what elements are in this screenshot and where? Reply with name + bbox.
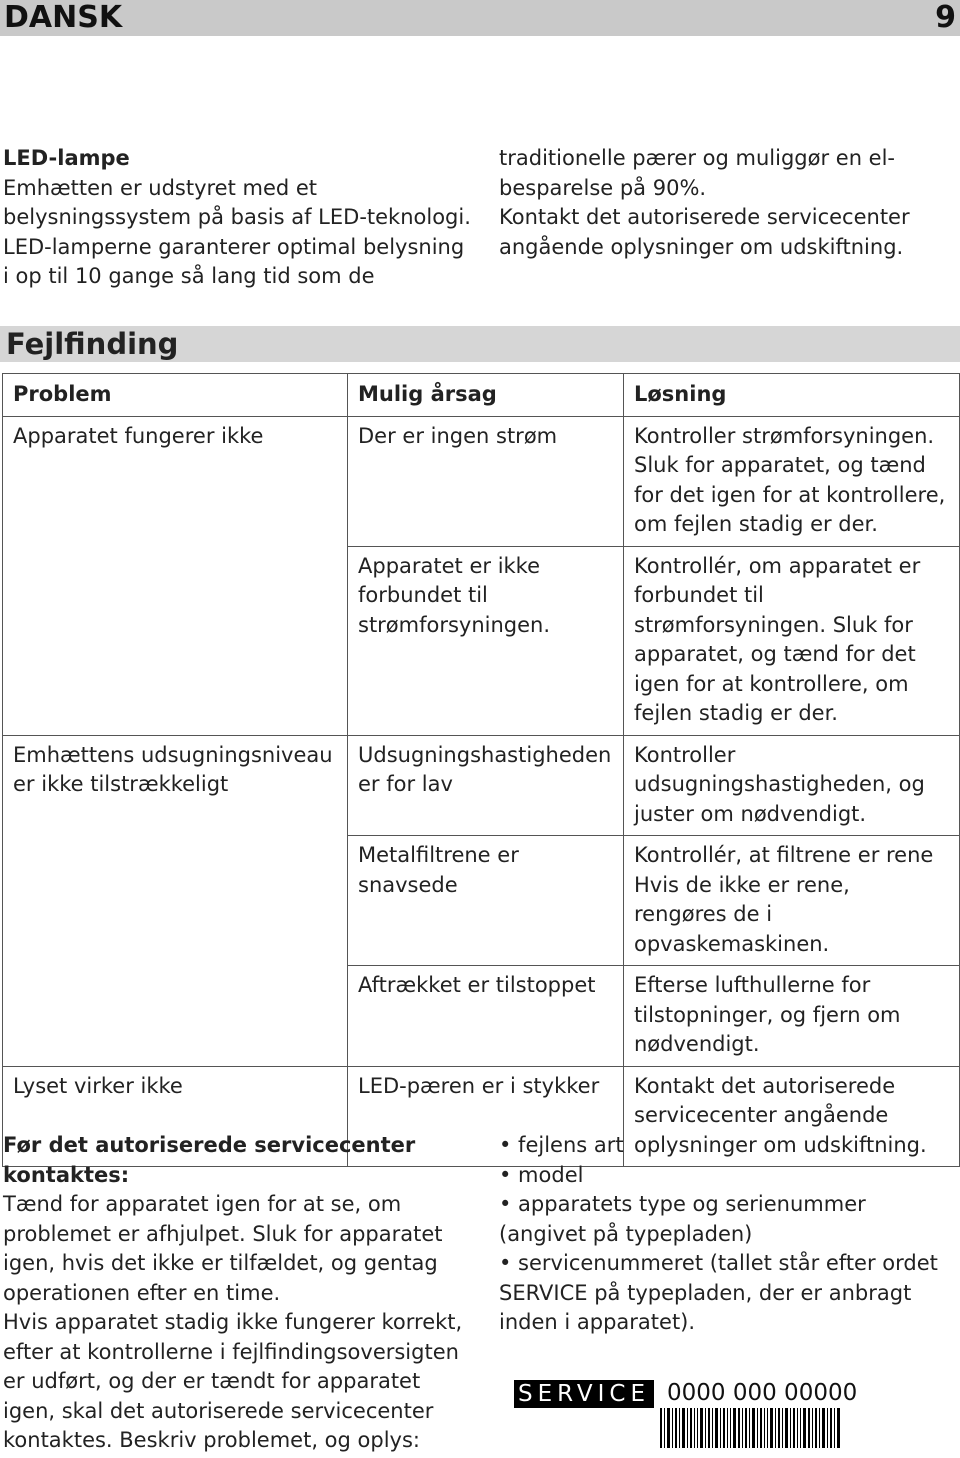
led-section-right <box>499 144 939 262</box>
contact-paragraph: Hvis apparatet stadig ikke fungerer korrekt, efter at kontrollerne i fejlfindingsoversigten er udført, og der er tændt for apparatet igen, skal det autoriserede servicecenter kontaktes. Beskriv problemet, og oplys: <box>3 1310 463 1452</box>
troubleshooting-title: Fejlfinding <box>6 327 179 361</box>
cause-cell: Der er ingen strøm <box>348 416 624 546</box>
led-line: LED-lamperne garanterer optimal belysning <box>3 234 465 259</box>
cause-cell: Udsugningshastigheden er for lav <box>348 735 624 836</box>
solution-cell: Kontrollér, at filtrene er rene Hvis de ikke er rene, rengøres de i opvaskemaskinen. <box>624 836 960 966</box>
table-row <box>3 735 960 836</box>
list-item: • fejlens art <box>499 1133 624 1157</box>
list-item: • apparatets type og serienummer (angivet på typepladen) <box>499 1192 866 1246</box>
section-bar-troubleshooting <box>0 326 960 362</box>
solution-cell: Kontakt det autoriserede servicecenter angående oplysninger om udskiftning. <box>624 1066 960 1167</box>
led-line: besparelse på 90%. <box>499 175 707 200</box>
contact-paragraph: Tænd for apparatet igen for at se, om problemet er afhjulpet. Sluk for apparatet igen, hvis det ikke er tilfældet, og gentag operationen efter en time. <box>3 1192 443 1305</box>
list-item: • servicenummeret (tallet står efter ordet SERVICE på typepladen, der er anbragt inden i apparatet). <box>499 1251 938 1334</box>
led-line: traditionelle pærer og muliggør en el- <box>499 146 896 170</box>
solution-cell: Kontrollér, om apparatet er forbundet til strømforsyningen. Sluk for apparatet, og tænd for det igen for at kontrollere, om fejlen stadig er der. <box>624 546 960 735</box>
service-label: SERVICE <box>514 1380 654 1408</box>
table-row <box>3 836 960 966</box>
table-header-row <box>3 374 960 417</box>
problem-cell: Apparatet fungerer ikke <box>3 416 348 546</box>
header-cause: Mulig årsag <box>348 374 624 417</box>
solution-cell: Kontroller strømforsyningen. Sluk for apparatet, og tænd for det igen for at kontrollere, om fejlen stadig er der. <box>624 416 960 546</box>
page-number: 9 <box>935 0 956 35</box>
table-row <box>3 416 960 546</box>
contact-checklist-column <box>499 1131 949 1338</box>
led-line: angående oplysninger om udskiftning. <box>499 234 904 259</box>
list-item: • model <box>499 1162 584 1187</box>
cause-cell: Metalfiltrene er snavsede <box>348 836 624 966</box>
troubleshooting-table <box>2 373 960 1167</box>
problem-cell: Lyset virker ikke <box>3 1066 348 1167</box>
contact-title: Før det autoriserede servicecenter kontaktes: <box>3 1133 416 1187</box>
service-number: 0000 000 00000 <box>667 1380 858 1406</box>
problem-cell: Emhættens udsugningsniveau er ikke tilstrækkeligt <box>3 735 348 836</box>
barcode-icon <box>660 1408 840 1448</box>
led-line: Kontakt det autoriserede servicecenter <box>499 205 910 229</box>
contact-section <box>3 1131 473 1456</box>
led-line: i op til 10 gange så lang tid som de <box>3 264 375 288</box>
led-title: LED-lampe <box>3 146 130 170</box>
led-line: Emhætten er udstyret med et <box>3 175 318 200</box>
header-language: DANSK <box>4 0 123 35</box>
problem-cell <box>3 546 348 735</box>
led-section-left <box>3 144 473 292</box>
table-row <box>3 546 960 735</box>
cause-cell: Apparatet er ikke forbundet til strømforsyningen. <box>348 546 624 735</box>
header-problem: Problem <box>3 374 348 417</box>
solution-cell: Efterse lufthullerne for tilstopninger, og fjern om nødvendigt. <box>624 966 960 1067</box>
solution-cell: Kontroller udsugningshastigheden, og juster om nødvendigt. <box>624 735 960 836</box>
contact-checklist <box>499 1131 949 1338</box>
table-row <box>3 966 960 1067</box>
led-line: belysningssystem på basis af LED-teknologi. <box>3 205 471 229</box>
cause-cell: Aftrækket er tilstoppet <box>348 966 624 1067</box>
page-header <box>0 0 960 36</box>
problem-cell <box>3 836 348 966</box>
header-solution: Løsning <box>624 374 960 417</box>
problem-cell <box>3 966 348 1067</box>
cause-cell: LED-pæren er i stykker <box>348 1066 624 1167</box>
